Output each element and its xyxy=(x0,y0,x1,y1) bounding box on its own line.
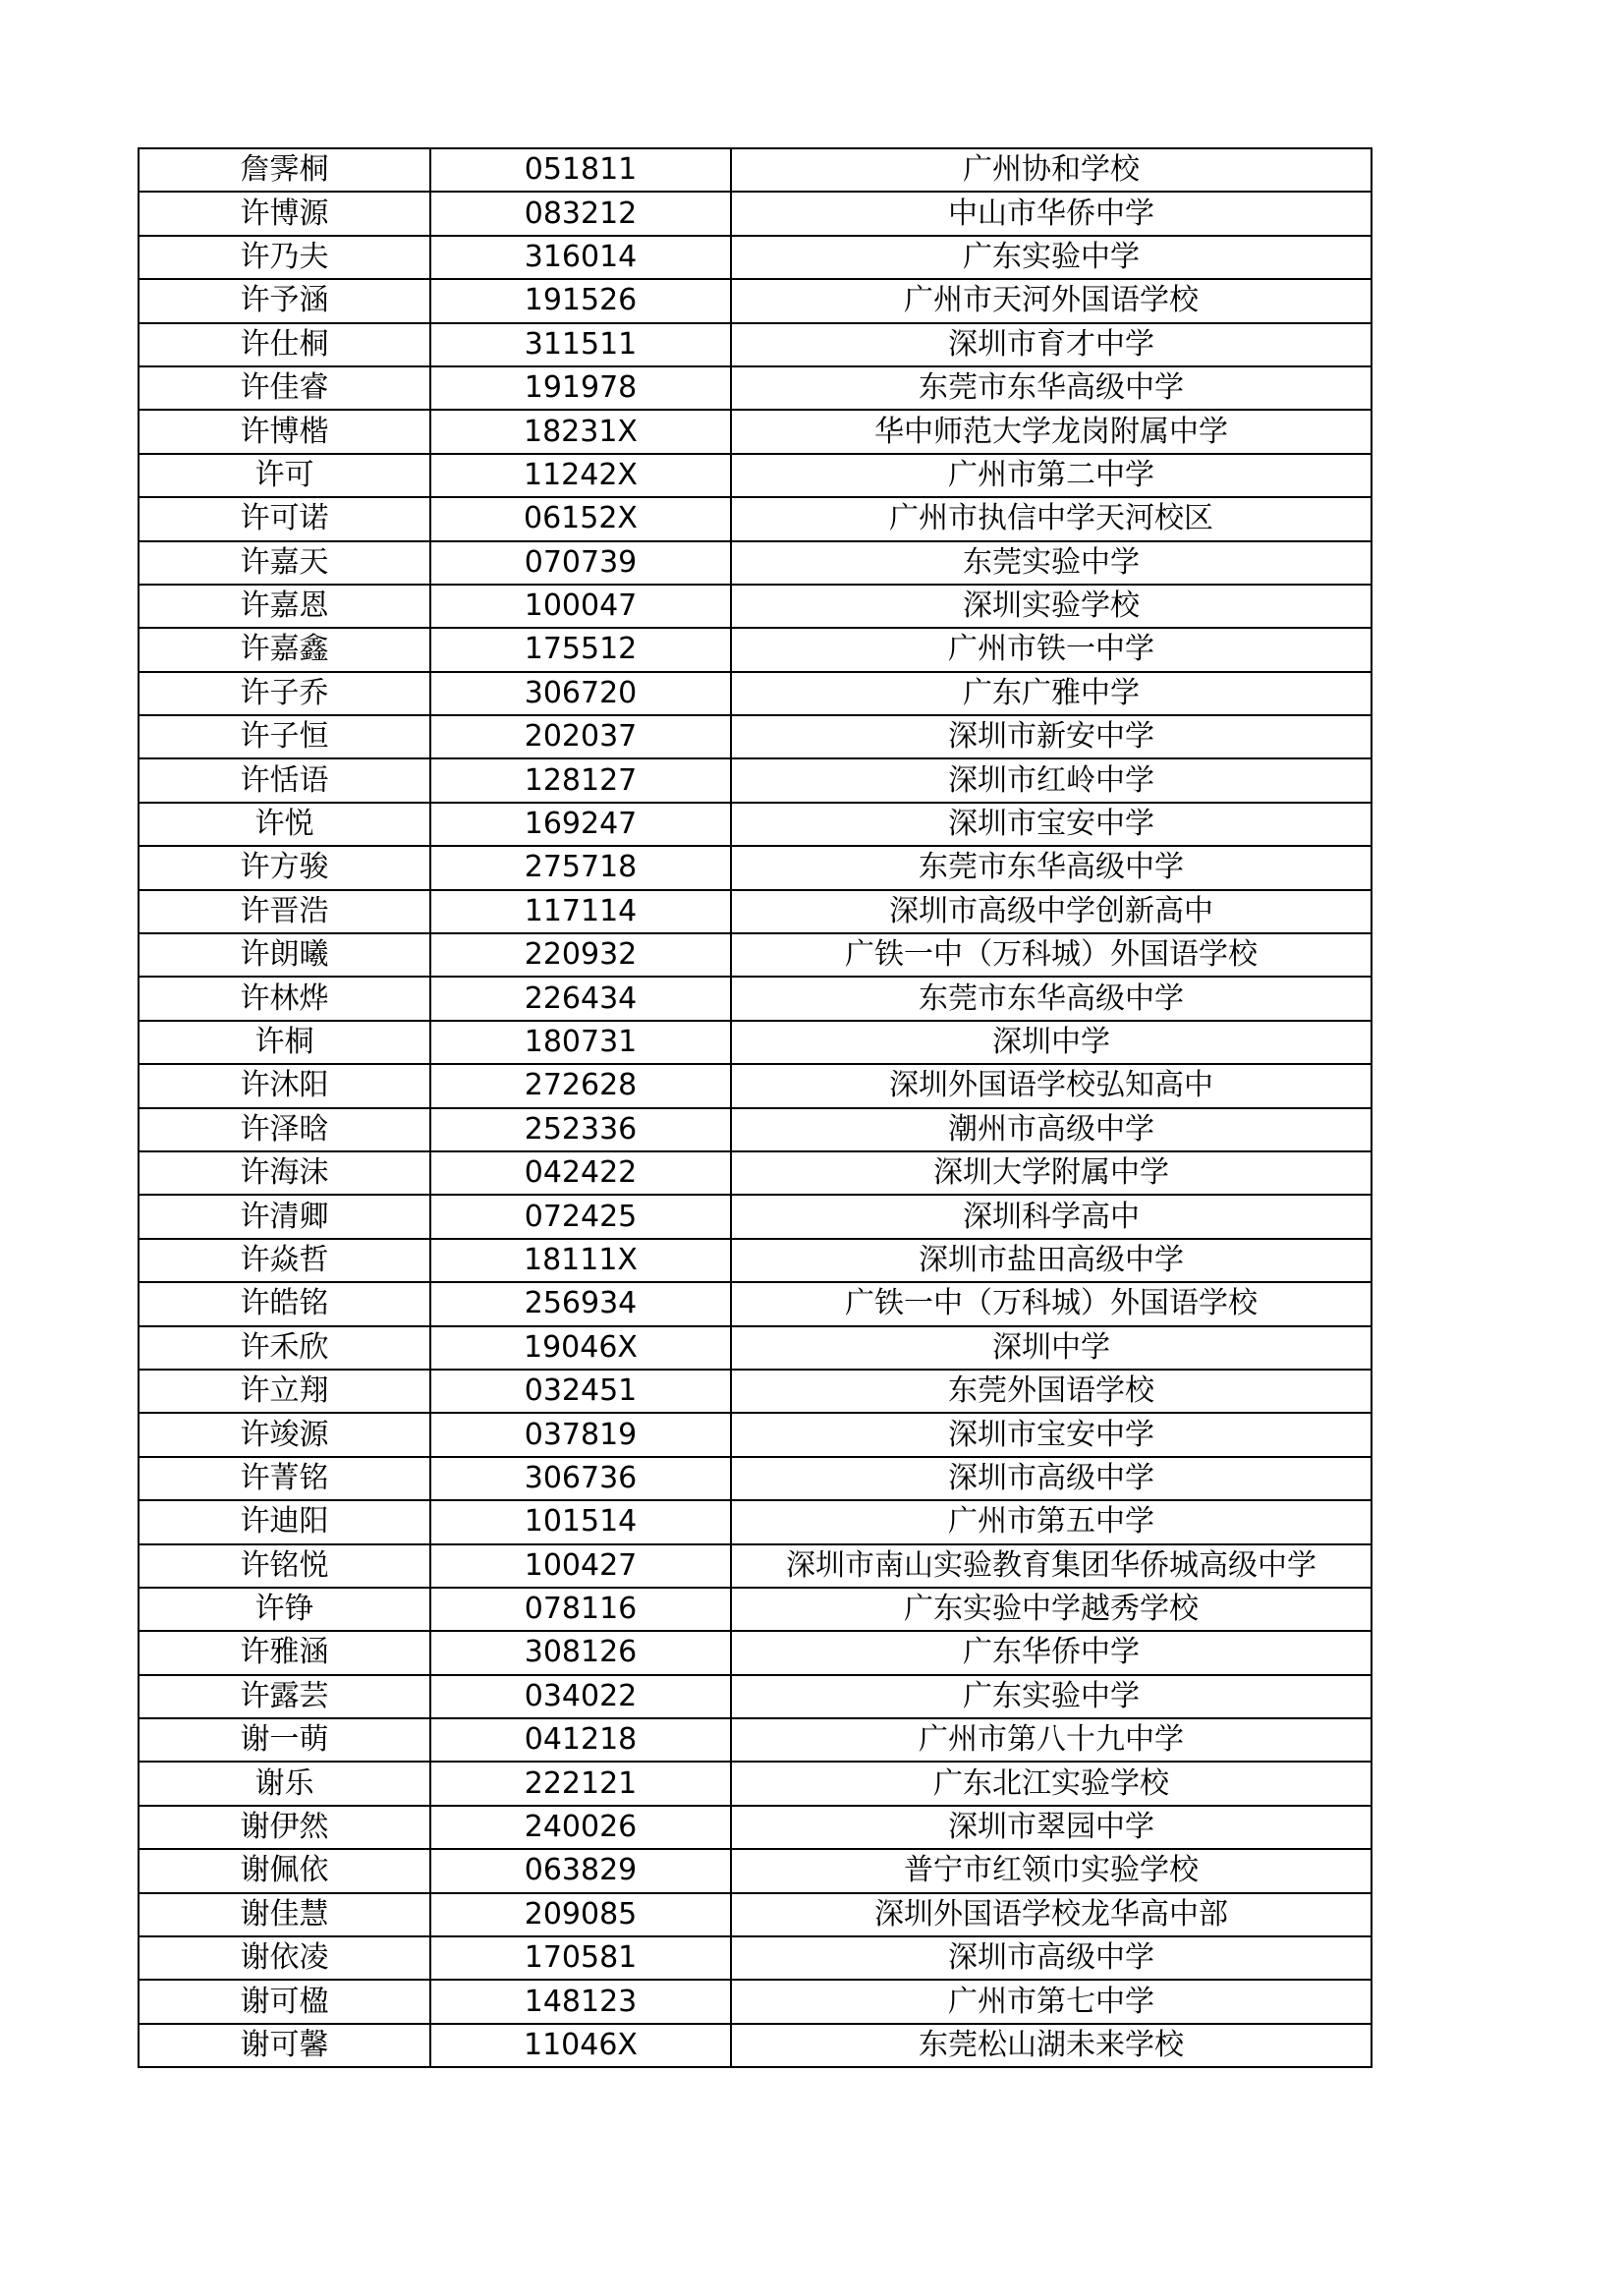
student-id-cell: 100427 xyxy=(430,1544,731,1588)
school-name-cell: 深圳外国语学校龙华高中部 xyxy=(731,1893,1372,1936)
table-row xyxy=(139,1631,1372,1674)
student-name-cell: 许立翔 xyxy=(139,1370,430,1413)
school-name-cell: 广东广雅中学 xyxy=(731,672,1372,715)
school-name-cell: 深圳市宝安中学 xyxy=(731,1413,1372,1456)
table-row xyxy=(139,1980,1372,2023)
student-id-cell: 100047 xyxy=(430,585,731,628)
student-name-cell: 许子乔 xyxy=(139,672,430,715)
student-id-cell: 256934 xyxy=(430,1282,731,1325)
student-name-cell: 许竣源 xyxy=(139,1413,430,1456)
table-row xyxy=(139,1326,1372,1370)
student-id-cell: 222121 xyxy=(430,1762,731,1805)
student-id-cell: 306720 xyxy=(430,672,731,715)
table-row xyxy=(139,454,1372,497)
school-name-cell: 深圳市育才中学 xyxy=(731,323,1372,366)
student-name-cell: 许悦 xyxy=(139,803,430,846)
student-name-cell: 谢佩依 xyxy=(139,1849,430,1892)
student-id-cell: 11046X xyxy=(430,2024,731,2067)
table-row xyxy=(139,585,1372,628)
table-row xyxy=(139,2024,1372,2067)
school-name-cell: 东莞松山湖未来学校 xyxy=(731,2024,1372,2067)
student-id-cell: 041218 xyxy=(430,1718,731,1762)
school-name-cell: 深圳中学 xyxy=(731,1326,1372,1370)
table-row xyxy=(139,803,1372,846)
school-name-cell: 中山市华侨中学 xyxy=(731,192,1372,235)
table-row xyxy=(139,1195,1372,1238)
student-id-cell: 306736 xyxy=(430,1457,731,1500)
student-id-cell: 191526 xyxy=(430,279,731,322)
school-name-cell: 深圳实验学校 xyxy=(731,585,1372,628)
table-row xyxy=(139,366,1372,410)
school-name-cell: 深圳市宝安中学 xyxy=(731,803,1372,846)
student-name-cell: 许晋浩 xyxy=(139,890,430,933)
table-row xyxy=(139,1370,1372,1413)
student-id-cell: 311511 xyxy=(430,323,731,366)
school-name-cell: 广州市第八十九中学 xyxy=(731,1718,1372,1762)
table-row xyxy=(139,1544,1372,1588)
school-name-cell: 深圳中学 xyxy=(731,1021,1372,1064)
table-row xyxy=(139,1718,1372,1762)
student-id-cell: 209085 xyxy=(430,1893,731,1936)
school-name-cell: 东莞市东华高级中学 xyxy=(731,846,1372,889)
school-name-cell: 广州市执信中学天河校区 xyxy=(731,497,1372,540)
student-id-cell: 051811 xyxy=(430,148,731,192)
student-id-cell: 180731 xyxy=(430,1021,731,1064)
table-row xyxy=(139,977,1372,1020)
student-name-cell: 许嘉鑫 xyxy=(139,628,430,671)
student-name-cell: 许禾欣 xyxy=(139,1326,430,1370)
table-row xyxy=(139,628,1372,671)
student-id-cell: 070739 xyxy=(430,541,731,585)
table-row xyxy=(139,410,1372,453)
table-row xyxy=(139,323,1372,366)
school-name-cell: 深圳市新安中学 xyxy=(731,715,1372,758)
table-row xyxy=(139,846,1372,889)
school-name-cell: 广东实验中学越秀学校 xyxy=(731,1588,1372,1631)
student-id-cell: 226434 xyxy=(430,977,731,1020)
student-name-cell: 许予涵 xyxy=(139,279,430,322)
student-name-cell: 许博楷 xyxy=(139,410,430,453)
student-name-cell: 许雅涵 xyxy=(139,1631,430,1674)
student-id-cell: 18231X xyxy=(430,410,731,453)
table-row xyxy=(139,1762,1372,1805)
school-name-cell: 广东华侨中学 xyxy=(731,1631,1372,1674)
school-name-cell: 深圳市高级中学 xyxy=(731,1457,1372,1500)
student-id-cell: 240026 xyxy=(430,1806,731,1849)
school-name-cell: 深圳市高级中学创新高中 xyxy=(731,890,1372,933)
student-name-cell: 许菁铭 xyxy=(139,1457,430,1500)
table-row xyxy=(139,236,1372,279)
school-name-cell: 东莞市东华高级中学 xyxy=(731,366,1372,410)
table-row xyxy=(139,1806,1372,1849)
student-name-cell: 许佳睿 xyxy=(139,366,430,410)
student-name-cell: 许方骏 xyxy=(139,846,430,889)
school-name-cell: 广东实验中学 xyxy=(731,1675,1372,1718)
student-id-cell: 083212 xyxy=(430,192,731,235)
student-name-cell: 许皓铭 xyxy=(139,1282,430,1325)
table-row xyxy=(139,1239,1372,1282)
roster-table-body xyxy=(139,148,1372,2067)
student-name-cell: 许子恒 xyxy=(139,715,430,758)
table-row xyxy=(139,1064,1372,1107)
school-name-cell: 广州市铁一中学 xyxy=(731,628,1372,671)
student-name-cell: 谢乐 xyxy=(139,1762,430,1805)
student-id-cell: 272628 xyxy=(430,1064,731,1107)
student-name-cell: 许可 xyxy=(139,454,430,497)
student-name-cell: 许铭悦 xyxy=(139,1544,430,1588)
school-name-cell: 广铁一中（万科城）外国语学校 xyxy=(731,1282,1372,1325)
school-name-cell: 深圳大学附属中学 xyxy=(731,1151,1372,1195)
table-row xyxy=(139,1108,1372,1151)
student-id-cell: 170581 xyxy=(430,1936,731,1980)
student-id-cell: 308126 xyxy=(430,1631,731,1674)
school-name-cell: 广州协和学校 xyxy=(731,148,1372,192)
school-name-cell: 东莞实验中学 xyxy=(731,541,1372,585)
student-id-cell: 316014 xyxy=(430,236,731,279)
school-name-cell: 深圳市南山实验教育集团华侨城高级中学 xyxy=(731,1544,1372,1588)
school-name-cell: 深圳市高级中学 xyxy=(731,1936,1372,1980)
student-id-cell: 078116 xyxy=(430,1588,731,1631)
table-row xyxy=(139,148,1372,192)
table-row xyxy=(139,758,1372,802)
table-row xyxy=(139,192,1372,235)
student-id-cell: 11242X xyxy=(430,454,731,497)
student-name-cell: 许仕桐 xyxy=(139,323,430,366)
student-name-cell: 许可诺 xyxy=(139,497,430,540)
student-name-cell: 许铮 xyxy=(139,1588,430,1631)
table-row xyxy=(139,1500,1372,1543)
school-name-cell: 深圳市翠园中学 xyxy=(731,1806,1372,1849)
table-row xyxy=(139,1849,1372,1892)
table-row xyxy=(139,279,1372,322)
student-id-cell: 128127 xyxy=(430,758,731,802)
student-id-cell: 032451 xyxy=(430,1370,731,1413)
student-id-cell: 072425 xyxy=(430,1195,731,1238)
student-id-cell: 037819 xyxy=(430,1413,731,1456)
table-row xyxy=(139,1282,1372,1325)
student-name-cell: 许嘉天 xyxy=(139,541,430,585)
table-row xyxy=(139,1151,1372,1195)
student-name-cell: 许沐阳 xyxy=(139,1064,430,1107)
school-name-cell: 广州市第五中学 xyxy=(731,1500,1372,1543)
student-id-cell: 220932 xyxy=(430,933,731,977)
table-row xyxy=(139,715,1372,758)
school-name-cell: 深圳市红岭中学 xyxy=(731,758,1372,802)
school-name-cell: 潮州市高级中学 xyxy=(731,1108,1372,1151)
school-name-cell: 深圳市盐田高级中学 xyxy=(731,1239,1372,1282)
table-row xyxy=(139,1413,1372,1456)
student-id-cell: 252336 xyxy=(430,1108,731,1151)
table-row xyxy=(139,541,1372,585)
table-row xyxy=(139,1457,1372,1500)
school-name-cell: 深圳外国语学校弘知高中 xyxy=(731,1064,1372,1107)
table-row xyxy=(139,890,1372,933)
table-row xyxy=(139,933,1372,977)
school-name-cell: 广铁一中（万科城）外国语学校 xyxy=(731,933,1372,977)
student-id-cell: 202037 xyxy=(430,715,731,758)
student-id-cell: 063829 xyxy=(430,1849,731,1892)
student-name-cell: 许桐 xyxy=(139,1021,430,1064)
table-row xyxy=(139,1021,1372,1064)
student-id-cell: 19046X xyxy=(430,1326,731,1370)
student-id-cell: 042422 xyxy=(430,1151,731,1195)
school-name-cell: 广州市第二中学 xyxy=(731,454,1372,497)
school-name-cell: 广州市天河外国语学校 xyxy=(731,279,1372,322)
student-name-cell: 谢可馨 xyxy=(139,2024,430,2067)
student-name-cell: 许乃夫 xyxy=(139,236,430,279)
school-name-cell: 东莞市东华高级中学 xyxy=(731,977,1372,1020)
table-row xyxy=(139,672,1372,715)
student-id-cell: 06152X xyxy=(430,497,731,540)
school-name-cell: 东莞外国语学校 xyxy=(731,1370,1372,1413)
student-name-cell: 谢伊然 xyxy=(139,1806,430,1849)
student-name-cell: 许林烨 xyxy=(139,977,430,1020)
school-name-cell: 广州市第七中学 xyxy=(731,1980,1372,2023)
school-name-cell: 普宁市红领巾实验学校 xyxy=(731,1849,1372,1892)
student-id-cell: 169247 xyxy=(430,803,731,846)
student-name-cell: 许泽晗 xyxy=(139,1108,430,1151)
school-name-cell: 广东实验中学 xyxy=(731,236,1372,279)
student-name-cell: 许清卿 xyxy=(139,1195,430,1238)
table-row xyxy=(139,497,1372,540)
student-id-cell: 148123 xyxy=(430,1980,731,2023)
student-name-cell: 许恬语 xyxy=(139,758,430,802)
student-id-cell: 101514 xyxy=(430,1500,731,1543)
student-id-cell: 117114 xyxy=(430,890,731,933)
student-roster-table xyxy=(138,147,1372,2068)
student-name-cell: 许朗曦 xyxy=(139,933,430,977)
student-name-cell: 谢依凌 xyxy=(139,1936,430,1980)
student-name-cell: 谢佳慧 xyxy=(139,1893,430,1936)
student-name-cell: 詹霁桐 xyxy=(139,148,430,192)
school-name-cell: 深圳科学高中 xyxy=(731,1195,1372,1238)
student-name-cell: 许嘉恩 xyxy=(139,585,430,628)
school-name-cell: 广东北江实验学校 xyxy=(731,1762,1372,1805)
table-row xyxy=(139,1588,1372,1631)
student-id-cell: 034022 xyxy=(430,1675,731,1718)
student-id-cell: 175512 xyxy=(430,628,731,671)
student-name-cell: 谢一萌 xyxy=(139,1718,430,1762)
student-name-cell: 许海沫 xyxy=(139,1151,430,1195)
table-row xyxy=(139,1675,1372,1718)
table-row xyxy=(139,1893,1372,1936)
table-row xyxy=(139,1936,1372,1980)
student-id-cell: 191978 xyxy=(430,366,731,410)
student-id-cell: 275718 xyxy=(430,846,731,889)
student-name-cell: 许焱哲 xyxy=(139,1239,430,1282)
student-name-cell: 许迪阳 xyxy=(139,1500,430,1543)
student-name-cell: 许露芸 xyxy=(139,1675,430,1718)
student-id-cell: 18111X xyxy=(430,1239,731,1282)
student-name-cell: 谢可楹 xyxy=(139,1980,430,2023)
school-name-cell: 华中师范大学龙岗附属中学 xyxy=(731,410,1372,453)
student-name-cell: 许博源 xyxy=(139,192,430,235)
